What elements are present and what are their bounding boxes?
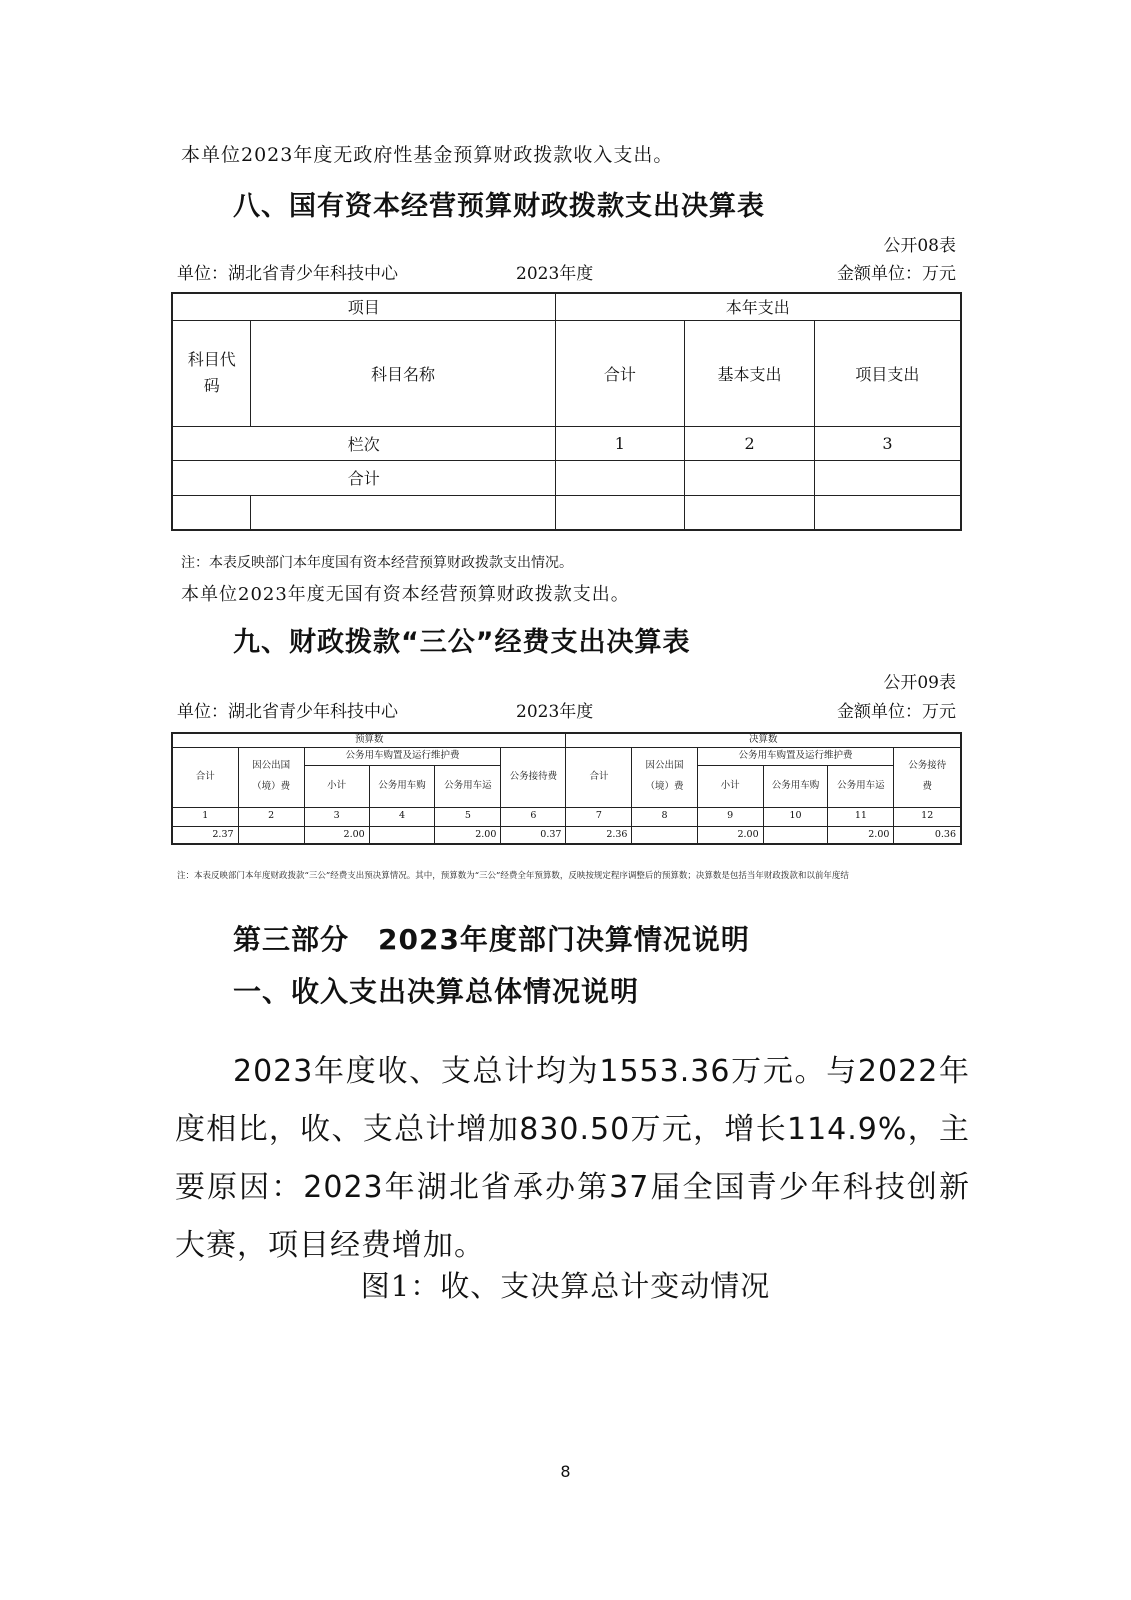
col-number: 3 — [304, 807, 369, 826]
figure-caption: 图1：收、支决算总计变动情况 — [360, 1269, 771, 1303]
table-row — [172, 807, 961, 826]
col-number: 5 — [435, 807, 501, 826]
header-vehicle-purchase: 公务用车购 — [763, 765, 828, 807]
section8-after-text: 本单位2023年度无国有资本经营预算财政拨款支出。 — [181, 584, 630, 605]
value-cell — [369, 826, 435, 844]
col-number: 2 — [238, 807, 304, 826]
header-total: 合计 — [172, 747, 238, 807]
table-cell — [555, 460, 685, 495]
section8-table-number: 公开08表 — [883, 236, 956, 256]
col-number: 11 — [828, 807, 894, 826]
value-cell: 2.36 — [566, 826, 632, 844]
value-cell: 0.36 — [894, 826, 961, 844]
header-abroad: 因公出国 （境）费 — [238, 747, 304, 807]
part3-subtitle: 一、收入支出决算总体情况说明 — [233, 975, 640, 1008]
header-subject-name: 科目名称 — [251, 320, 555, 426]
section8-unit: 单位：湖北省青少年科技中心 — [177, 264, 398, 284]
intro-line: 本单位2023年度无政府性基金预算财政拨款收入支出。 — [181, 144, 674, 166]
header-total: 合计 — [566, 747, 632, 807]
table-cell — [172, 495, 251, 530]
col-number: 10 — [763, 807, 828, 826]
section9-year: 2023年度 — [516, 702, 594, 722]
header-total: 合计 — [555, 320, 685, 426]
col-number: 12 — [894, 807, 961, 826]
value-cell: 2.37 — [172, 826, 238, 844]
section9-unit: 单位：湖北省青少年科技中心 — [177, 702, 398, 722]
col-number: 8 — [632, 807, 697, 826]
table-row — [172, 495, 961, 530]
value-cell: 2.00 — [304, 826, 369, 844]
table-cell — [814, 460, 961, 495]
header-subtotal: 小计 — [304, 765, 369, 807]
value-cell: 2.00 — [828, 826, 894, 844]
value-cell: 2.00 — [435, 826, 501, 844]
header-budget: 预算数 — [172, 733, 566, 747]
col-number: 4 — [369, 807, 435, 826]
value-cell — [238, 826, 304, 844]
section8-title: 八、国有资本经营预算财政拨款支出决算表 — [233, 191, 765, 222]
header-vehicle-purchase: 公务用车购 — [369, 765, 435, 807]
header-basic: 基本支出 — [685, 320, 815, 426]
col-number: 3 — [814, 426, 961, 460]
header-vehicle: 公务用车购置及运行维护费 — [304, 747, 501, 765]
table-cell — [555, 495, 685, 530]
header-vehicle-operation: 公务用车运 — [828, 765, 894, 807]
row-total-label: 合计 — [172, 460, 555, 495]
col-number: 1 — [172, 807, 238, 826]
col-number: 9 — [697, 807, 763, 826]
col-number: 2 — [685, 426, 815, 460]
header-vehicle: 公务用车购置及运行维护费 — [697, 747, 894, 765]
col-number: 1 — [555, 426, 685, 460]
state-capital-expense-table — [171, 292, 962, 531]
section9-title: 九、财政拨款“三公”经费支出决算表 — [233, 627, 691, 658]
section8-amount-unit: 金额单位：万元 — [837, 264, 956, 284]
table-row — [172, 826, 961, 844]
section9-amount-unit: 金额单位：万元 — [837, 702, 956, 722]
table-cell — [251, 495, 555, 530]
header-final: 决算数 — [566, 733, 961, 747]
three-public-expense-table — [171, 732, 962, 845]
part3-title: 第三部分 2023年度部门决算情况说明 — [233, 923, 750, 956]
col-number: 7 — [566, 807, 632, 826]
header-abroad: 因公出国 （境）费 — [632, 747, 697, 807]
value-cell: 2.00 — [697, 826, 763, 844]
table-cell — [685, 460, 815, 495]
value-cell — [763, 826, 828, 844]
header-reception: 公务接待费 — [501, 747, 566, 807]
value-cell — [632, 826, 697, 844]
part3-paragraph: 2023年度收、支总计均为1553.36万元。与2022年度相比，收、支总计增加830.50万元，增长114.9%，主要原因：2023年湖北省承办第37届全国青少年科技创新大赛，项目经费增加。 — [175, 1054, 970, 1263]
header-current-expense: 本年支出 — [555, 293, 961, 320]
section9-table-number: 公开09表 — [883, 673, 956, 693]
table-cell — [685, 495, 815, 530]
header-reception: 公务接待 费 — [894, 747, 961, 807]
section9-note: 注：本表反映部门本年度财政拨款“三公”经费支出预决算情况。其中，预算数为“三公”经费全年预算数，反映按规定程序调整后的预算数；决算数是包括当年财政拨款和以前年度结 — [177, 871, 849, 881]
table-cell — [814, 495, 961, 530]
table-row — [172, 426, 961, 460]
header-vehicle-operation: 公务用车运 — [435, 765, 501, 807]
table-row — [172, 460, 961, 495]
header-project: 项目支出 — [814, 320, 961, 426]
page-number: 8 — [560, 1462, 571, 1481]
section8-note: 注：本表反映部门本年度国有资本经营预算财政拨款支出情况。 — [181, 555, 573, 571]
row-index-label: 栏次 — [172, 426, 555, 460]
col-number: 6 — [501, 807, 566, 826]
header-subtotal: 小计 — [697, 765, 763, 807]
value-cell: 0.37 — [501, 826, 566, 844]
header-subject-code: 科目代码 — [172, 320, 251, 426]
section8-year: 2023年度 — [516, 264, 594, 284]
header-item: 项目 — [172, 293, 555, 320]
